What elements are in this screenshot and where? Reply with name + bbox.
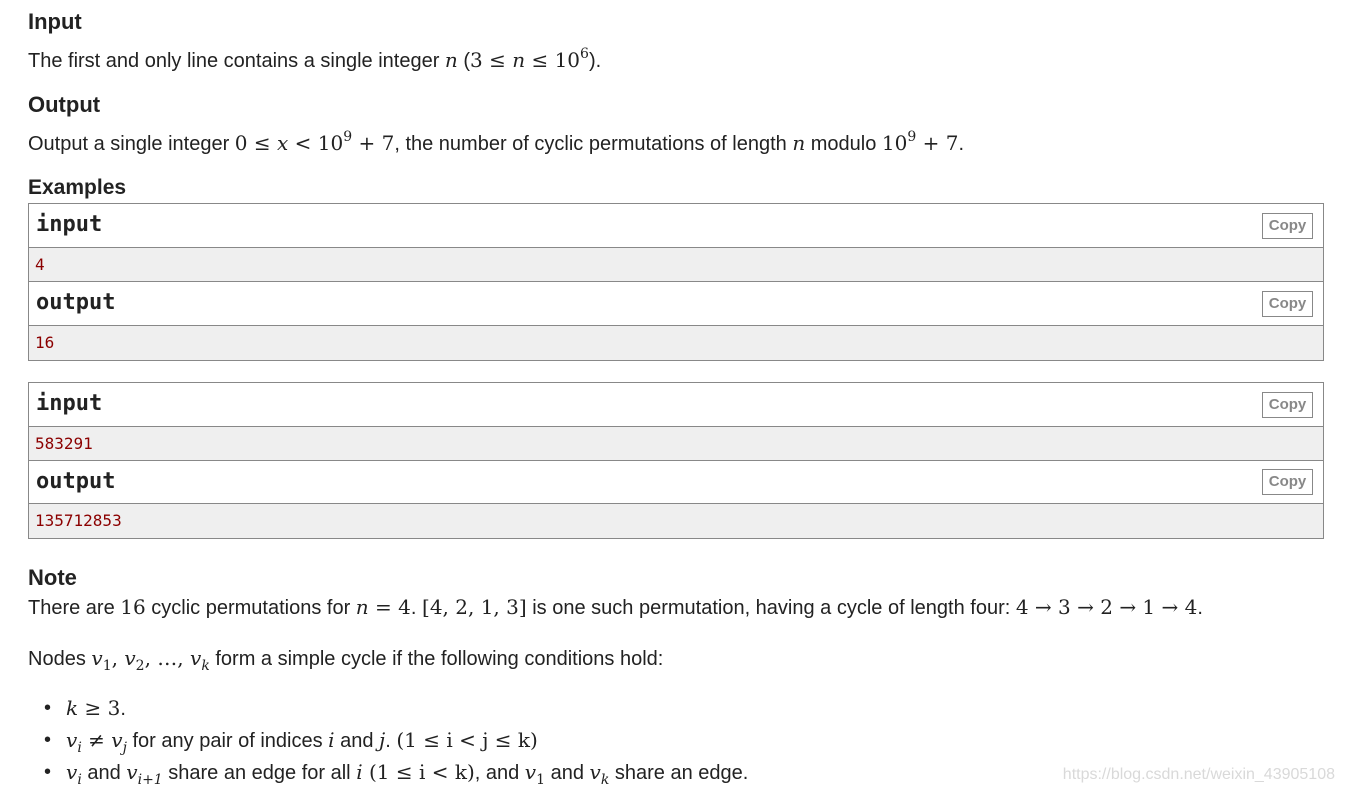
math-var-v: v [66,728,78,752]
math-var-v: v [524,760,537,784]
math-var-n-2: n [512,48,526,72]
text: and [81,762,127,784]
math-var-k: k [66,696,79,720]
math-sub: 1 [536,772,546,788]
paren-close: ). [588,50,602,72]
output-label: output [36,469,116,494]
math-constraint-b: ≤ 10 [525,48,581,72]
math-var-v: v [190,646,202,670]
math-sub: j [122,740,127,756]
text: , and [474,762,525,784]
paren-open: ( [457,50,471,72]
condition-2 [44,726,748,758]
output-value: 16 [35,333,55,352]
input-value: 4 [35,255,45,274]
input-content [29,248,1323,282]
math-mod-base: 10 [881,131,908,155]
math-var-i: i [356,760,363,784]
bullet-icon: • [44,761,52,783]
math-mod-plus: + 7 [916,131,959,155]
text: and [334,730,380,752]
output-header [29,282,1323,326]
output-content [29,326,1323,360]
math-neq: ≠ [81,728,112,752]
input-value: 583291 [35,434,93,453]
math-var-v: v [91,646,103,670]
examples-title: Examples [28,176,127,199]
copy-input-button[interactable]: Copy [1262,392,1313,418]
output-description [28,125,964,156]
conditions-list [44,694,748,790]
output-desc-text: Output a single integer [28,133,235,155]
output-desc-mid: , the number of cyclic permutations of length [394,133,793,155]
note-title: Note [28,565,77,590]
output-header [29,461,1323,504]
copy-output-button[interactable]: Copy [1262,469,1313,495]
sample-test-1 [28,203,1324,361]
note-line-2 [28,646,663,678]
math-sub: i+1 [137,772,163,788]
input-description [28,42,601,73]
math-sub: 1 [102,658,112,674]
bullet-icon: • [44,729,52,751]
math-a: 0 ≤ [234,131,277,155]
output-label: output [36,290,116,315]
math-var-v: v [126,760,138,784]
copy-input-button[interactable]: Copy [1262,213,1313,239]
condition-3 [44,758,748,790]
math-exp: 9 [343,129,353,145]
output-desc-mod: modulo [805,133,882,155]
math-range: (1 ≤ i < j ≤ k) [396,728,538,752]
math-b: < 10 [288,131,344,155]
note-line-1 [28,595,1203,620]
note-text: . [1197,597,1203,619]
math-var-j: j [379,728,386,752]
output-desc-end: . [958,133,965,155]
math-var-v: v [111,728,123,752]
bullet-icon: • [44,697,52,719]
math-comma: , [111,646,125,670]
math-var-v: v [124,646,136,670]
input-header [29,383,1323,427]
copy-output-button[interactable]: Copy [1262,291,1313,317]
math-var-i: i [328,728,335,752]
condition-1 [44,694,748,726]
sample-test-2 [28,382,1324,539]
input-label: input [36,391,103,416]
math-rest: ≥ 3 [78,696,121,720]
math-eq: = 4 [368,595,411,619]
math-exponent: 6 [580,46,589,62]
math-var-v: v [589,760,601,784]
note-text: Nodes [28,648,92,670]
note-text: form a simple cycle if the following conditions hold: [209,648,664,670]
note-text: There are [28,597,121,619]
note-text: . [410,597,423,619]
input-section-title: Input [28,9,82,34]
text: . [385,730,397,752]
text: for any pair of indices [126,730,329,752]
math-count: 16 [120,595,146,619]
output-section-title: Output [28,92,101,117]
math-c: + 7 [352,131,395,155]
text: and [545,762,590,784]
input-header [29,204,1323,248]
text-end: . [120,698,126,720]
math-dots: , …, [144,646,190,670]
watermark: https://blog.csdn.net/weixin_43905108 [1062,766,1335,783]
math-mod-exp: 9 [907,129,917,145]
output-value: 135712853 [35,511,122,530]
text: share an edge for all [162,762,357,784]
math-sub: i [77,740,82,756]
math-var-v: v [66,760,78,784]
math-sub: k [600,772,610,788]
math-var-n-3: n [792,131,806,155]
input-desc-text: The first and only line contains a single integer [28,50,445,72]
math-range: (1 ≤ i < k) [362,760,475,784]
math-sub: k [201,658,210,674]
math-var-n: n [444,48,458,72]
math-var-n: n [355,595,369,619]
note-text: is one such permutation, having a cycle of length four: [526,597,1016,619]
math-cycle: 4 → 3 → 2 → 1 → 4 [1015,595,1198,619]
math-constraint-a: 3 ≤ [470,48,513,72]
math-sub: 2 [135,658,145,674]
note-text: cyclic permutations for [145,597,356,619]
math-permutation: [4, 2, 1, 3] [422,595,527,619]
math-sub: i [77,772,82,788]
math-var-x: x [277,131,289,155]
input-content [29,427,1323,461]
output-content [29,504,1323,538]
text: share an edge. [609,762,749,784]
input-label: input [36,212,103,237]
